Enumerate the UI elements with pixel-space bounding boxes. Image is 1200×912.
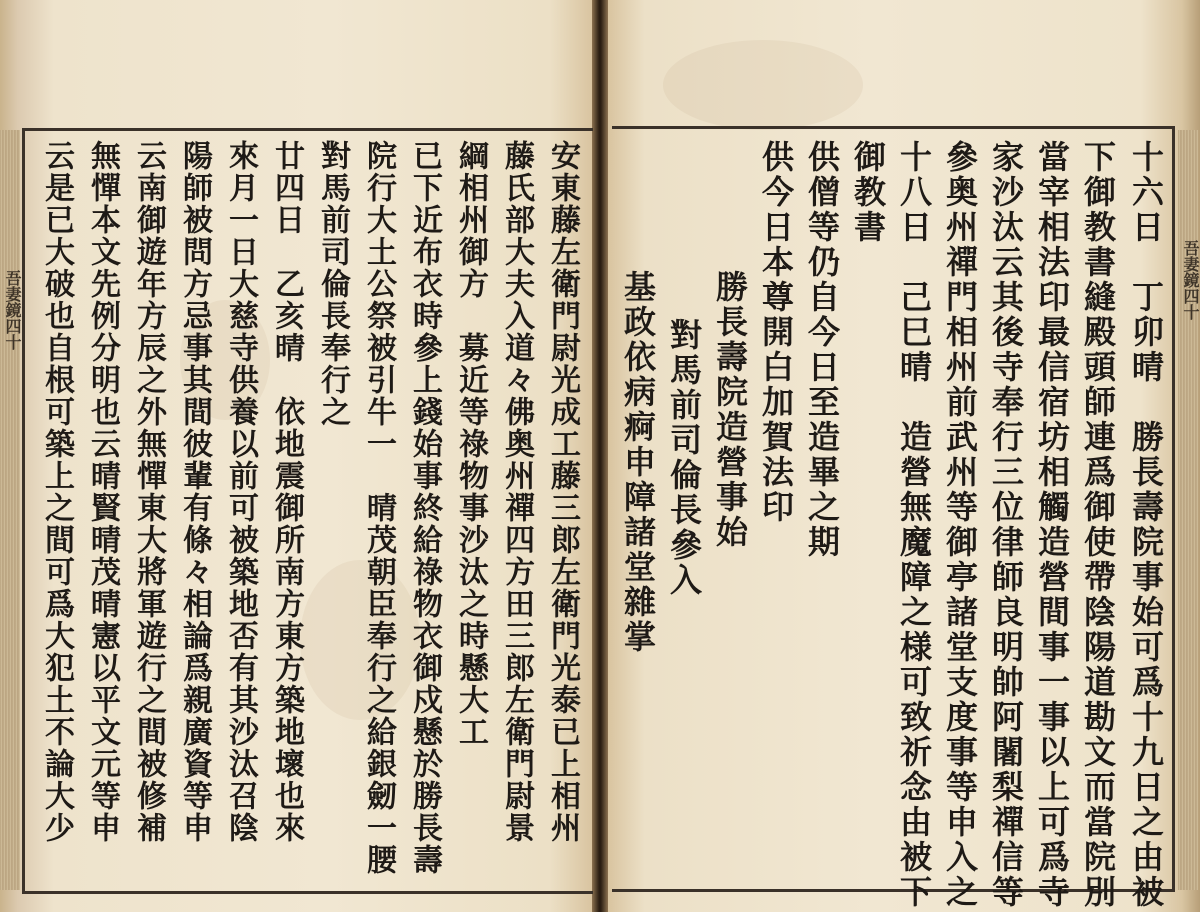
right-col-11: 對馬前司倫長參入 [665, 318, 703, 598]
right-col-5: 參奥州禪門相州前武州等御亭諸堂支度事等申入之 [941, 140, 979, 910]
right-col-3: 當宰相法印最信宿坊相觸造營間事一事以上可爲寺 [1033, 140, 1071, 910]
left-col-12: 云是已大破也自根可築上之間可爲大犯土不論大少 [39, 140, 74, 844]
left-col-6: 對馬前司倫長奉行之 [315, 140, 350, 428]
right-col-7: 御教書 [849, 140, 887, 245]
left-col-1: 安東藤左衛門尉光成工藤三郎左衛門光泰已上相州 [545, 140, 580, 844]
right-fore-edge [1178, 130, 1198, 890]
left-col-4: 已下近布衣時參上錢始事終給祿物衣御戍懸於勝長壽 [407, 140, 442, 876]
left-col-5: 院行大土公祭被引牛一 晴茂朝臣奉行之給銀劒一腰 [361, 140, 396, 876]
left-col-8: 來月一日大慈寺供養以前可被築地否有其沙汰召陰 [223, 140, 258, 844]
left-col-2: 藤氏部大夫入道々佛奥州禪四方田三郎左衛門尉景 [499, 140, 534, 844]
left-col-9: 陽師被問方忌事其間彼輩有條々相論爲親廣資等申 [177, 140, 212, 844]
right-col-10: 勝長壽院造營事始 [711, 270, 749, 550]
right-col-1: 十六日 丁卯晴 勝長壽院事始可爲十九日之由被 [1127, 140, 1165, 910]
left-col-10: 云南御遊年方辰之外無憚東大將軍遊行之間被修補 [131, 140, 166, 844]
left-col-7: 廿四日 乙亥晴 依地震御所南方東方築地壞也來 [269, 140, 304, 844]
right-col-9: 供今日本尊開白加賀法印 [757, 140, 795, 525]
left-edge-mark: 吾妻鏡四十 [3, 270, 22, 350]
book-gutter [592, 0, 608, 912]
right-col-8: 供僧等仍自今日至造畢之期 [803, 140, 841, 560]
left-col-3: 綱相州御方 募近等祿物事沙汰之時懸大工 [453, 140, 488, 748]
right-col-2: 下御教書縫殿頭師連爲御使帶陰陽道勘文而當院別 [1079, 140, 1117, 910]
left-fore-edge [0, 130, 20, 890]
right-edge-mark: 吾妻鏡四十 [1181, 240, 1200, 320]
right-col-4: 家沙汰云其後寺奉行三位律師良明帥阿闍梨禪信等 [987, 140, 1025, 910]
right-col-12: 基政依病痾申障諸堂雜掌 [619, 270, 657, 655]
right-col-6: 十八日 己巳晴 造營無魔障之様可致祈念由被下 [895, 140, 933, 910]
left-col-11: 無憚本文先例分明也云晴賢晴茂晴憲以平文元等申 [85, 140, 120, 844]
